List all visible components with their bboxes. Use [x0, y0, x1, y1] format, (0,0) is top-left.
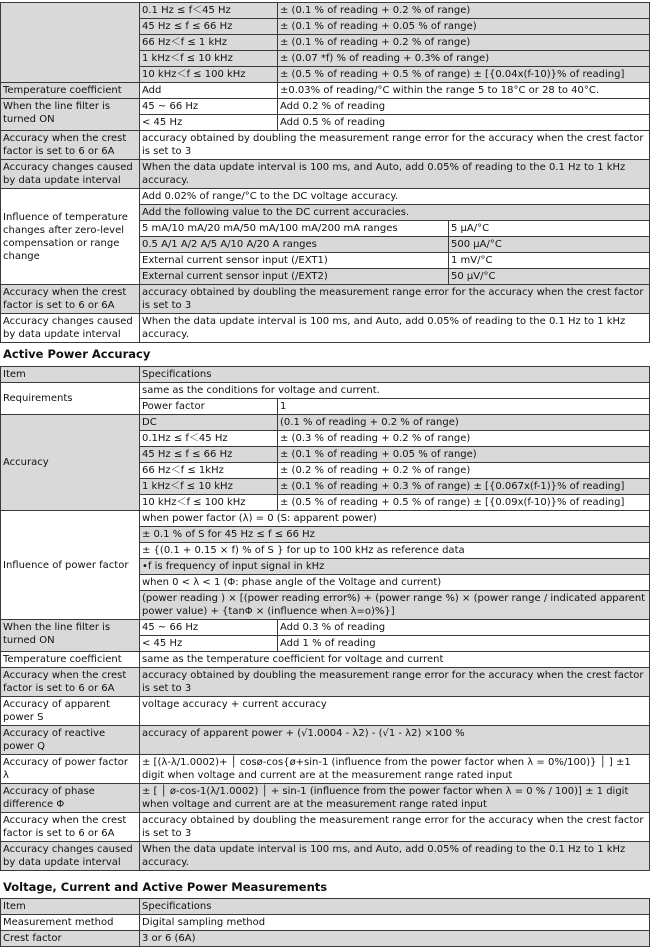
- table-row: [1, 652, 650, 668]
- update-spec: When the data update interval is 100 ms, and Auto, add 0.05% of reading to the 0.1 Hz to 1 kHz accuracy.: [140, 314, 650, 343]
- row-label: Influence of power factor: [1, 511, 140, 620]
- reactive-spec: accuracy of apparent power + (√1.0004 - λ2) - (√1 - λ2) ×100 %: [140, 726, 650, 755]
- filter-spec: Add 0.2 % of reading: [278, 99, 650, 115]
- header-item: Item: [1, 367, 140, 383]
- table-row: [1, 931, 650, 947]
- temp-coef-sub: Add: [140, 83, 278, 99]
- freq-spec: ± (0.1 % of reading + 0.05 % of range): [278, 19, 650, 35]
- row-label: Accuracy of reactive power Q: [1, 726, 140, 755]
- zero-level-range: External current sensor input (/EXT2): [140, 269, 449, 285]
- pf-line: ± 0.1 % of S for 45 Hz ≤ f ≤ 66 Hz: [140, 527, 650, 543]
- header-item: Item: [1, 899, 140, 915]
- row-label: Measurement method: [1, 915, 140, 931]
- table-row: [1, 99, 650, 115]
- table-row: [1, 784, 650, 813]
- acc-range: 1 kHz＜f ≤ 10 kHz: [140, 479, 278, 495]
- section-heading-measurements: Voltage, Current and Active Power Measurements: [3, 880, 328, 894]
- acc-range: 66 Hz＜f ≤ 1kHz: [140, 463, 278, 479]
- update-spec: When the data update interval is 100 ms, and Auto, add 0.05% of reading to the 0.1 Hz to 1 kHz accuracy.: [140, 842, 650, 871]
- acc-spec: ± (0.1 % of reading + 0.3 % of range) ± [{0.067x(f-1)}% of reading]: [278, 479, 650, 495]
- table-row: [1, 83, 650, 99]
- active-power-accuracy-table: [0, 366, 650, 871]
- acc-spec: (0.1 % of reading + 0.2 % of range): [278, 415, 650, 431]
- pf-label: Power factor: [140, 399, 278, 415]
- row-label: Accuracy when the crest factor is set to 6 or 6A: [1, 813, 140, 842]
- row-label: Influence of temperature changes after zero-level compensation or range change: [1, 189, 140, 285]
- acc-spec: ± (0.2 % of reading + 0.2 % of range): [278, 463, 650, 479]
- row-label: Accuracy changes caused by data update interval: [1, 842, 140, 871]
- freq-spec: ± (0.5 % of reading + 0.5 % of range) ± [{0.04x(f-10)}% of reading]: [278, 67, 650, 83]
- table-row: [1, 3, 650, 19]
- voltage-current-accuracy-table: [0, 2, 650, 343]
- phase-spec: ± [ │ ø-cos-1(λ/1.0002) │ + sin-1 (influence from the power factor when λ = 0 % / 100)] ± 1 digit when voltage and current are at the measurement range rated input: [140, 784, 650, 813]
- filter-range: 45 ~ 66 Hz: [140, 620, 278, 636]
- pf-line: •f is frequency of input signal in kHz: [140, 559, 650, 575]
- table-row: [1, 620, 650, 636]
- row-label: Requirements: [1, 383, 140, 415]
- table-row: [1, 285, 650, 314]
- row-label: Temperature coefficient: [1, 652, 140, 668]
- freq-range: 10 kHz＜f ≤ 100 kHz: [140, 67, 278, 83]
- freq-range: 66 Hz＜f ≤ 1 kHz: [140, 35, 278, 51]
- acc-spec: ± (0.1 % of reading + 0.05 % of range): [278, 447, 650, 463]
- filter-spec: Add 1 % of reading: [278, 636, 650, 652]
- pf-acc-spec: ± [(λ-λ/1.0002)+ │ cosø-cos{ø+sin-1 (influence from the power factor when λ = 0%/100)} │ ] ±1 digit when voltage and current are at the measurement range rated input: [140, 755, 650, 784]
- pf-value: 1: [278, 399, 650, 415]
- row-label: Temperature coefficient: [1, 83, 140, 99]
- req-line: same as the conditions for voltage and current.: [140, 383, 650, 399]
- acc-spec: ± (0.3 % of reading + 0.2 % of range): [278, 431, 650, 447]
- measurement-table: [0, 898, 650, 947]
- temp-coef-spec: ±0.03% of reading/°C within the range 5 to 18°C or 28 to 40°C.: [278, 83, 650, 99]
- row-label: Accuracy when the crest factor is set to 6 or 6A: [1, 131, 140, 160]
- blank-cell: [1, 3, 140, 83]
- table-row: [1, 383, 650, 399]
- row-label: Accuracy of phase difference Φ: [1, 784, 140, 813]
- acc-spec: ± (0.5 % of reading + 0.5 % of range) ± [{0.09x(f-10)}% of reading]: [278, 495, 650, 511]
- acc-range: 0.1Hz ≤ f＜45 Hz: [140, 431, 278, 447]
- table-row: [1, 697, 650, 726]
- zero-level-range: 0.5 A/1 A/2 A/5 A/10 A/20 A ranges: [140, 237, 449, 253]
- row-label: Accuracy: [1, 415, 140, 511]
- table-header-row: [1, 899, 650, 915]
- table-row: [1, 415, 650, 431]
- crest-spec: accuracy obtained by doubling the measurement range error for the accuracy when the crest factor is set to 3: [140, 668, 650, 697]
- section-heading-active-power: Active Power Accuracy: [3, 347, 151, 361]
- pf-line: (power reading ) × [(power reading error%) + (power range %) × (power range / indicated apparent power value) + {tanΦ × (influence when λ=o)%}]: [140, 591, 650, 620]
- table-row: [1, 726, 650, 755]
- row-label: When the line filter is turned ON: [1, 99, 140, 131]
- row-label: Accuracy when the crest factor is set to 6 or 6A: [1, 285, 140, 314]
- freq-range: 0.1 Hz ≤ f＜45 Hz: [140, 3, 278, 19]
- header-spec: Specifications: [140, 367, 650, 383]
- zero-level-value: 500 μA/°C: [449, 237, 650, 253]
- table-row: [1, 915, 650, 931]
- row-label: Accuracy changes caused by data update interval: [1, 314, 140, 343]
- filter-range: < 45 Hz: [140, 115, 278, 131]
- row-spec: 3 or 6 (6A): [140, 931, 650, 947]
- table-row: [1, 842, 650, 871]
- temp-coef-spec: same as the temperature coefficient for voltage and current: [140, 652, 650, 668]
- zero-level-range: External current sensor input (/EXT1): [140, 253, 449, 269]
- row-spec: Digital sampling method: [140, 915, 650, 931]
- row-label: When the line filter is turned ON: [1, 620, 140, 652]
- pf-line: ± {(0.1 + 0.15 × f) % of S } for up to 100 kHz as reference data: [140, 543, 650, 559]
- pf-line: when power factor (λ) = 0 (S: apparent power): [140, 511, 650, 527]
- table-row: [1, 813, 650, 842]
- freq-spec: ± (0.1 % of reading + 0.2 % of range): [278, 35, 650, 51]
- acc-range: DC: [140, 415, 278, 431]
- filter-range: < 45 Hz: [140, 636, 278, 652]
- row-label: Accuracy when the crest factor is set to 6 or 6A: [1, 668, 140, 697]
- zero-level-line: Add 0.02% of range/°C to the DC voltage accuracy.: [140, 189, 650, 205]
- freq-spec: ± (0.07 *f) % of reading + 0.3% of range): [278, 51, 650, 67]
- zero-level-value: 50 μV/°C: [449, 269, 650, 285]
- table-row: [1, 314, 650, 343]
- filter-spec: Add 0.3 % of reading: [278, 620, 650, 636]
- table-row: [1, 189, 650, 205]
- update-spec: When the data update interval is 100 ms, and Auto, add 0.05% of reading to the 0.1 Hz to 1 kHz accuracy.: [140, 160, 650, 189]
- acc-range: 10 kHz＜f ≤ 100 kHz: [140, 495, 278, 511]
- crest-spec: accuracy obtained by doubling the measurement range error for the accuracy when the crest factor is set to 3: [140, 285, 650, 314]
- freq-range: 1 kHz＜f ≤ 10 kHz: [140, 51, 278, 67]
- row-label: Accuracy changes caused by data update interval: [1, 160, 140, 189]
- freq-range: 45 Hz ≤ f ≤ 66 Hz: [140, 19, 278, 35]
- table-row: [1, 511, 650, 527]
- filter-spec: Add 0.5 % of reading: [278, 115, 650, 131]
- zero-level-value: 1 mV/°C: [449, 253, 650, 269]
- crest-spec: accuracy obtained by doubling the measurement range error for the accuracy when the crest factor is set to 3: [140, 813, 650, 842]
- acc-range: 45 Hz ≤ f ≤ 66 Hz: [140, 447, 278, 463]
- freq-spec: ± (0.1 % of reading + 0.2 % of range): [278, 3, 650, 19]
- zero-level-range: 5 mA/10 mA/20 mA/50 mA/100 mA/200 mA ranges: [140, 221, 449, 237]
- table-row: [1, 160, 650, 189]
- table-header-row: [1, 367, 650, 383]
- zero-level-line: Add the following value to the DC current accuracies.: [140, 205, 650, 221]
- table-row: [1, 131, 650, 160]
- apparent-spec: voltage accuracy + current accuracy: [140, 697, 650, 726]
- zero-level-value: 5 μA/°C: [449, 221, 650, 237]
- table-row: [1, 755, 650, 784]
- row-label: Crest factor: [1, 931, 140, 947]
- crest-spec: accuracy obtained by doubling the measurement range error for the accuracy when the crest factor is set to 3: [140, 131, 650, 160]
- row-label: Accuracy of power factor λ: [1, 755, 140, 784]
- row-label: Accuracy of apparent power S: [1, 697, 140, 726]
- pf-line: when 0 < λ < 1 (Φ: phase angle of the Voltage and current): [140, 575, 650, 591]
- header-spec: Specifications: [140, 899, 650, 915]
- table-row: [1, 668, 650, 697]
- filter-range: 45 ~ 66 Hz: [140, 99, 278, 115]
